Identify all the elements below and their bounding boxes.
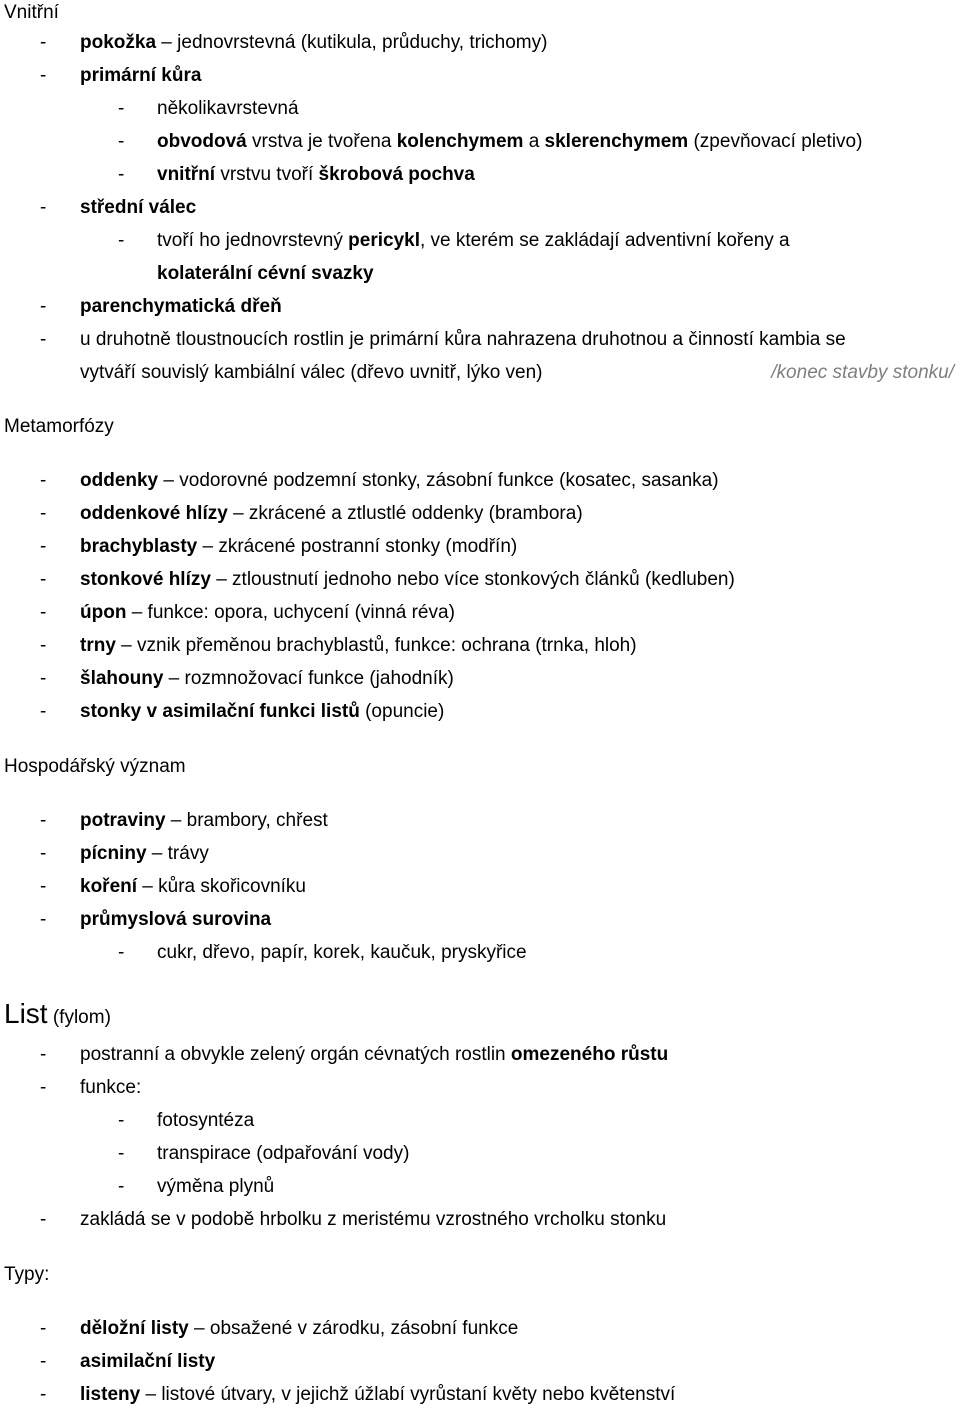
bullet-dash: -: [40, 536, 47, 557]
list-item: [0, 1174, 960, 1200]
item-text: stonkové hlízy – ztloustnutí jednoho nebo více stonkových článků (kedluben): [80, 569, 735, 590]
bullet-dash: -: [40, 470, 47, 491]
bullet-dash: -: [118, 942, 125, 963]
item-text: transpirace (odpařování vody): [157, 1143, 410, 1164]
list-item: [0, 666, 960, 692]
bullet-dash: -: [118, 98, 125, 119]
item-text: oddenkové hlízy – zkrácené a ztlustlé oddenky (brambora): [80, 503, 583, 524]
bullet-dash: -: [118, 1176, 125, 1197]
list-item: [0, 567, 960, 593]
list-item: [0, 468, 960, 494]
list-item: [0, 501, 960, 527]
list-item: [0, 294, 960, 320]
bullet-dash: -: [40, 1044, 47, 1065]
item-text: úpon – funkce: opora, uchycení (vinná réva): [80, 602, 455, 623]
bullet-dash: -: [40, 909, 47, 930]
list-item: [0, 907, 960, 933]
heading-text: Vnitřní: [4, 2, 59, 23]
item-text: parenchymatická dřeň: [80, 296, 282, 317]
list-item: [0, 940, 960, 966]
bullet-dash: -: [118, 1110, 125, 1131]
item-text: asimilační listy: [80, 1351, 216, 1372]
item-text: potraviny – brambory, chřest: [80, 810, 328, 831]
list-item: [0, 195, 960, 221]
item-text: oddenky – vodorovné podzemní stonky, zásobní funkce (kosatec, sasanka): [80, 470, 719, 491]
list-item: [0, 162, 960, 188]
list-item: [0, 96, 960, 122]
bullet-dash: -: [40, 503, 47, 524]
item-text: postranní a obvykle zelený orgán cévnatých rostlin omezeného růstu: [80, 1044, 669, 1065]
bullet-dash: -: [40, 602, 47, 623]
bullet-dash: -: [40, 329, 47, 350]
list-item: [0, 699, 960, 725]
item-text: brachyblasty – zkrácené postranní stonky (modřín): [80, 536, 518, 557]
bullet-dash: -: [40, 296, 47, 317]
list-item: [0, 841, 960, 867]
side-note: /konec stavby stonku/: [771, 362, 954, 383]
item-text: primární kůra: [80, 65, 202, 86]
bullet-dash: -: [40, 810, 47, 831]
list-item: [0, 1075, 960, 1101]
list-item: [0, 808, 960, 834]
item-text: zakládá se v podobě hrbolku z meristému vzrostného vrcholku stonku: [80, 1209, 667, 1230]
section-heading: [0, 754, 960, 780]
item-text: vytváří souvislý kambiální válec (dřevo uvnitř, lýko ven): [80, 362, 543, 383]
list-item: [0, 30, 960, 56]
bullet-dash: -: [40, 197, 47, 218]
list-item: [0, 1108, 960, 1134]
item-text: průmyslová surovina: [80, 909, 272, 930]
list-item: [0, 129, 960, 155]
section-heading: [0, 998, 960, 1029]
item-text: několikavrstevná: [157, 98, 299, 119]
bullet-dash: -: [40, 635, 47, 656]
heading-text: Hospodářský význam: [4, 756, 186, 777]
item-text: vnitřní vrstvu tvoří škrobová pochva: [157, 164, 475, 185]
bullet-dash: -: [40, 32, 47, 53]
heading-text: Metamorfózy: [4, 416, 114, 437]
item-text: šlahouny – rozmnožovací funkce (jahodník): [80, 668, 454, 689]
list-item: [0, 1141, 960, 1167]
item-text: výměna plynů: [157, 1176, 275, 1197]
item-text: listeny – listové útvary, v jejichž úžlabí vyrůstaní květy nebo květenství: [80, 1384, 676, 1405]
bullet-dash: -: [40, 1351, 47, 1372]
bullet-dash: -: [40, 569, 47, 590]
bullet-dash: -: [118, 131, 125, 152]
bullet-dash: -: [118, 164, 125, 185]
list-item: [0, 1042, 960, 1068]
bullet-dash: -: [40, 668, 47, 689]
heading-text: List (fylom): [4, 998, 111, 1029]
list-item: [0, 633, 960, 659]
bullet-dash: -: [40, 1209, 47, 1230]
bullet-dash: -: [118, 1143, 125, 1164]
item-text: děložní listy – obsažené v zárodku, zásobní funkce: [80, 1318, 519, 1339]
item-text: fotosyntéza: [157, 1110, 255, 1131]
item-text: cukr, dřevo, papír, korek, kaučuk, pryskyřice: [157, 942, 527, 963]
list-item: [0, 1207, 960, 1233]
list-item: [0, 360, 960, 386]
list-item: [0, 261, 960, 287]
list-item: [0, 874, 960, 900]
item-text: pícniny – trávy: [80, 843, 209, 864]
item-text: kolaterální cévní svazky: [157, 263, 374, 284]
heading-text: Typy:: [4, 1264, 50, 1285]
list-item: [0, 327, 960, 353]
bullet-dash: -: [40, 65, 47, 86]
item-text: u druhotně tloustnoucích rostlin je primární kůra nahrazena druhotnou a činností kambia se: [80, 329, 846, 350]
section-heading: [0, 1262, 960, 1288]
item-text: trny – vznik přeměnou brachyblastů, funkce: ochrana (trnka, hloh): [80, 635, 637, 656]
item-text: pokožka – jednovrstevná (kutikula, průduchy, trichomy): [80, 32, 548, 53]
list-item: [0, 228, 960, 254]
list-item: [0, 1382, 960, 1408]
list-item: [0, 63, 960, 89]
bullet-dash: -: [40, 701, 47, 722]
item-text: stonky v asimilační funkci listů (opuncie): [80, 701, 445, 722]
list-item: [0, 1316, 960, 1342]
bullet-dash: -: [40, 876, 47, 897]
bullet-dash: -: [40, 1318, 47, 1339]
section-heading: [0, 0, 960, 26]
section-heading: [0, 414, 960, 440]
bullet-dash: -: [118, 230, 125, 251]
bullet-dash: -: [40, 1384, 47, 1405]
list-item: [0, 534, 960, 560]
item-text: obvodová vrstva je tvořena kolenchymem a sklerenchymem (zpevňovací pletivo): [157, 131, 863, 152]
list-item: [0, 600, 960, 626]
item-text: funkce:: [80, 1077, 142, 1098]
item-text: koření – kůra skořicovníku: [80, 876, 306, 897]
bullet-dash: -: [40, 1077, 47, 1098]
item-text: střední válec: [80, 197, 197, 218]
item-text: tvoří ho jednovrstevný pericykl, ve kterém se zakládají adventivní kořeny a: [157, 230, 790, 251]
list-item: [0, 1349, 960, 1375]
bullet-dash: -: [40, 843, 47, 864]
